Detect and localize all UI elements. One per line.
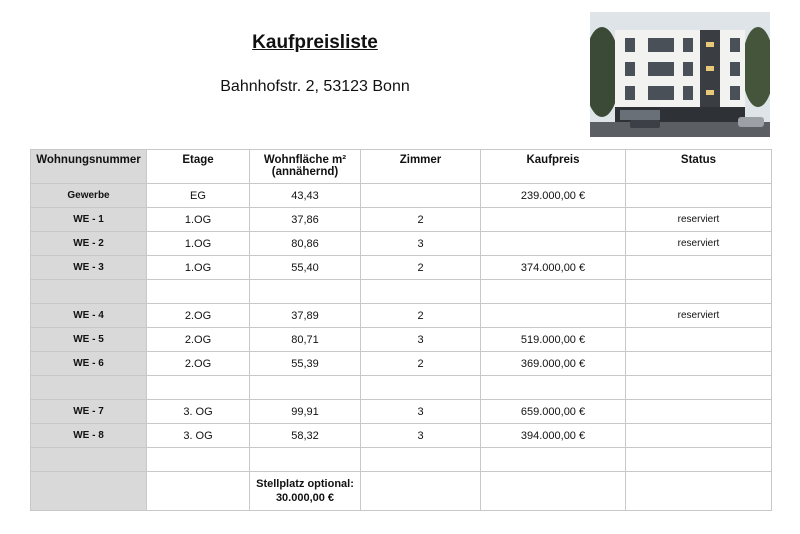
cell-status: [626, 184, 772, 208]
parking-option-cell: [250, 472, 361, 511]
building-rendering-image: [590, 12, 770, 137]
cell-price: [481, 448, 626, 472]
cell-area: 80,71: [250, 328, 361, 352]
table-row: [31, 280, 772, 304]
cell-floor: 2.OG: [147, 352, 250, 376]
cell-unit: WE - 2: [31, 232, 147, 256]
cell-price: 239.000,00 €: [481, 184, 626, 208]
cell-unit: WE - 5: [31, 328, 147, 352]
cell-area: 99,91: [250, 400, 361, 424]
cell-floor: 3. OG: [147, 424, 250, 448]
table-footer-row: [31, 472, 772, 511]
cell-rooms: 2: [361, 208, 481, 232]
cell-unit: WE - 1: [31, 208, 147, 232]
cell-area: 55,40: [250, 256, 361, 280]
cell-price: 659.000,00 €: [481, 400, 626, 424]
header-area-line1: Wohnfläche m²: [263, 154, 347, 166]
parking-label: Stellplatz optional:: [256, 478, 354, 490]
cell-status-empty: [626, 472, 772, 511]
document-title: Kaufpreisliste: [252, 32, 378, 53]
cell-status: [626, 280, 772, 304]
cell-floor: [147, 448, 250, 472]
table-row: [31, 184, 772, 208]
cell-price: 394.000,00 €: [481, 424, 626, 448]
cell-status: [626, 400, 772, 424]
cell-floor: 1.OG: [147, 256, 250, 280]
cell-price: [481, 304, 626, 328]
table-row: [31, 328, 772, 352]
cell-status: [626, 352, 772, 376]
cell-floor-empty: [147, 472, 250, 511]
cell-price: [481, 376, 626, 400]
cell-floor: 1.OG: [147, 208, 250, 232]
cell-floor: 2.OG: [147, 304, 250, 328]
cell-rooms-empty: [361, 472, 481, 511]
table-row: [31, 304, 772, 328]
cell-rooms: 3: [361, 328, 481, 352]
cell-status: [626, 328, 772, 352]
cell-unit: Gewerbe: [31, 184, 147, 208]
cell-price: 519.000,00 €: [481, 328, 626, 352]
cell-area: 58,32: [250, 424, 361, 448]
cell-area: 37,86: [250, 208, 361, 232]
cell-floor: [147, 280, 250, 304]
cell-status: reserviert: [626, 304, 772, 328]
cell-unit: [31, 376, 147, 400]
table-row: [31, 256, 772, 280]
cell-rooms: [361, 448, 481, 472]
cell-rooms: 2: [361, 352, 481, 376]
cell-price-empty: [481, 472, 626, 511]
header-price: Kaufpreis: [481, 150, 626, 184]
header-area: [250, 150, 361, 184]
cell-price: [481, 280, 626, 304]
cell-floor: 2.OG: [147, 328, 250, 352]
header-status: Status: [626, 150, 772, 184]
cell-unit: WE - 8: [31, 424, 147, 448]
table-header-row: [31, 150, 772, 184]
document-header: [0, 0, 800, 150]
cell-area: [250, 376, 361, 400]
cell-rooms: [361, 280, 481, 304]
price-list-table: [30, 149, 772, 511]
table-row: [31, 424, 772, 448]
cell-area: [250, 280, 361, 304]
cell-floor: 3. OG: [147, 400, 250, 424]
cell-status: [626, 424, 772, 448]
cell-rooms: 3: [361, 232, 481, 256]
cell-price: 374.000,00 €: [481, 256, 626, 280]
header-floor: Etage: [147, 150, 250, 184]
cell-floor: [147, 376, 250, 400]
cell-status: [626, 448, 772, 472]
cell-rooms: 3: [361, 424, 481, 448]
header-rooms: Zimmer: [361, 150, 481, 184]
table-row: [31, 376, 772, 400]
property-address: Bahnhofstr. 2, 53123 Bonn: [220, 78, 410, 95]
cell-status: [626, 256, 772, 280]
cell-area: 55,39: [250, 352, 361, 376]
table-row: [31, 352, 772, 376]
cell-area: 80,86: [250, 232, 361, 256]
table-row: [31, 232, 772, 256]
cell-area: 43,43: [250, 184, 361, 208]
cell-rooms: 3: [361, 400, 481, 424]
cell-status: reserviert: [626, 208, 772, 232]
cell-status: reserviert: [626, 232, 772, 256]
cell-rooms: [361, 376, 481, 400]
cell-unit-empty: [31, 472, 147, 511]
cell-rooms: 2: [361, 304, 481, 328]
parking-price: 30.000,00 €: [275, 492, 335, 504]
cell-floor: 1.OG: [147, 232, 250, 256]
cell-price: [481, 232, 626, 256]
table-row: [31, 400, 772, 424]
cell-unit: WE - 7: [31, 400, 147, 424]
table-row: [31, 208, 772, 232]
cell-unit: [31, 448, 147, 472]
cell-status: [626, 376, 772, 400]
cell-floor: EG: [147, 184, 250, 208]
header-area-line2: (annähernd): [271, 166, 339, 178]
cell-area: [250, 448, 361, 472]
cell-rooms: [361, 184, 481, 208]
cell-unit: WE - 3: [31, 256, 147, 280]
cell-area: 37,89: [250, 304, 361, 328]
cell-price: 369.000,00 €: [481, 352, 626, 376]
cell-unit: WE - 4: [31, 304, 147, 328]
header-unit: Wohnungsnummer: [31, 150, 147, 184]
cell-unit: WE - 6: [31, 352, 147, 376]
table-row: [31, 448, 772, 472]
cell-price: [481, 208, 626, 232]
cell-rooms: 2: [361, 256, 481, 280]
cell-unit: [31, 280, 147, 304]
